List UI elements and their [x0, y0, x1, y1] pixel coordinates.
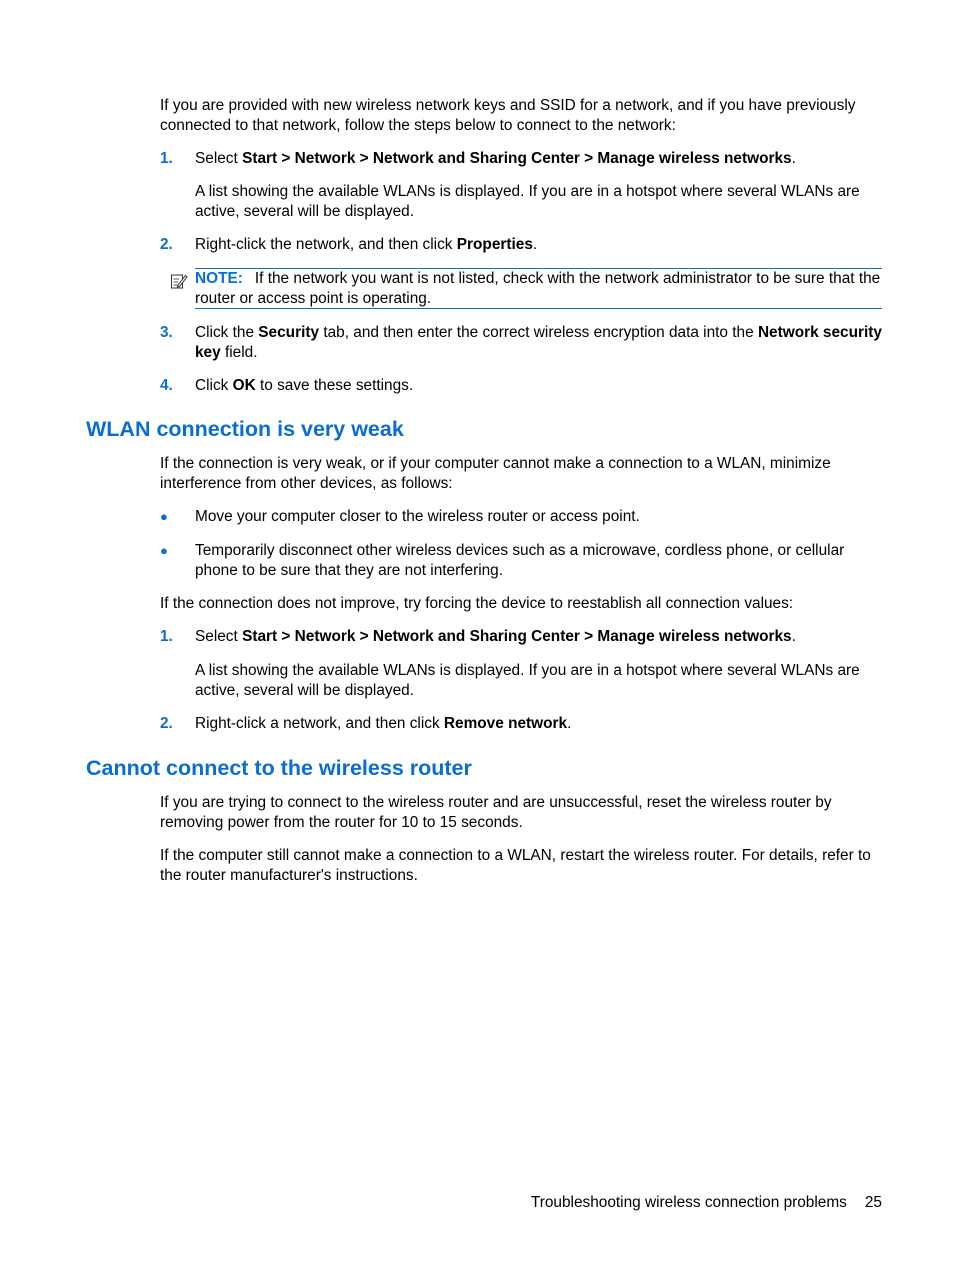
footer-title: Troubleshooting wireless connection problems	[530, 1194, 847, 1211]
step-number: 2.	[160, 715, 173, 732]
intro-paragraph: If you are provided with new wireless network keys and SSID for a network, and if you have previously connected to that network, follow the steps below to connect to the network:	[160, 97, 856, 134]
note-divider-bottom	[195, 308, 882, 309]
step-text: Right-click a network, and then click Remove network.	[195, 715, 572, 732]
note-label: NOTE:	[195, 270, 243, 287]
step-text: Click OK to save these settings.	[195, 377, 414, 394]
step-text: Select Start > Network > Network and Sharing Center > Manage wireless networks.	[195, 150, 796, 167]
section2-paragraph-1: If you are trying to connect to the wireless router and are unsuccessful, reset the wireless router by removing power from the router for 10 to 15 seconds.	[160, 794, 832, 831]
step-number: 1.	[160, 150, 173, 167]
section2-paragraph-2: If the computer still cannot make a connection to a WLAN, restart the wireless router. For details, refer to the router manufacturer's instructions.	[160, 847, 871, 884]
section1-step-1-detail: A list showing the available WLANs is displayed. If you are in a hotspot where several WLANs are active, several will be displayed.	[195, 662, 860, 699]
section1-intro: If the connection is very weak, or if your computer cannot make a connection to a WLAN, minimize interference from other devices, as follows:	[160, 455, 831, 492]
step-number: 4.	[160, 377, 173, 394]
bullet-icon: ●	[160, 509, 168, 524]
step-text: Right-click the network, and then click Properties.	[195, 236, 538, 253]
section-heading-cannot-connect: Cannot connect to the wireless router	[86, 756, 472, 780]
note-text: NOTE: If the network you want is not listed, check with the network administrator to be sure that the router or access point is operating.	[195, 270, 881, 307]
page-footer	[531, 1193, 882, 1213]
step-text: Select Start > Network > Network and Sharing Center > Manage wireless networks.	[195, 628, 796, 645]
note-pencil-icon	[170, 272, 188, 290]
step-number: 2.	[160, 236, 173, 253]
bullet-icon: ●	[160, 543, 168, 558]
section-heading-weak-connection: WLAN connection is very weak	[86, 417, 404, 441]
step-number: 1.	[160, 628, 173, 645]
page-number: 25	[864, 1194, 882, 1211]
note-box	[160, 268, 882, 309]
step-text: Click the Security tab, and then enter the correct wireless encryption data into the Network security key field.	[195, 324, 882, 361]
step-number: 3.	[160, 324, 173, 341]
bullet-text: Temporarily disconnect other wireless devices such as a microwave, cordless phone, or cellular phone to be sure that they are not interfering.	[195, 542, 845, 579]
step-1-detail: A list showing the available WLANs is displayed. If you are in a hotspot where several WLANs are active, several will be displayed.	[195, 183, 860, 220]
bullet-text: Move your computer closer to the wireless router or access point.	[195, 508, 640, 525]
section1-after: If the connection does not improve, try forcing the device to reestablish all connection values:	[160, 595, 794, 612]
